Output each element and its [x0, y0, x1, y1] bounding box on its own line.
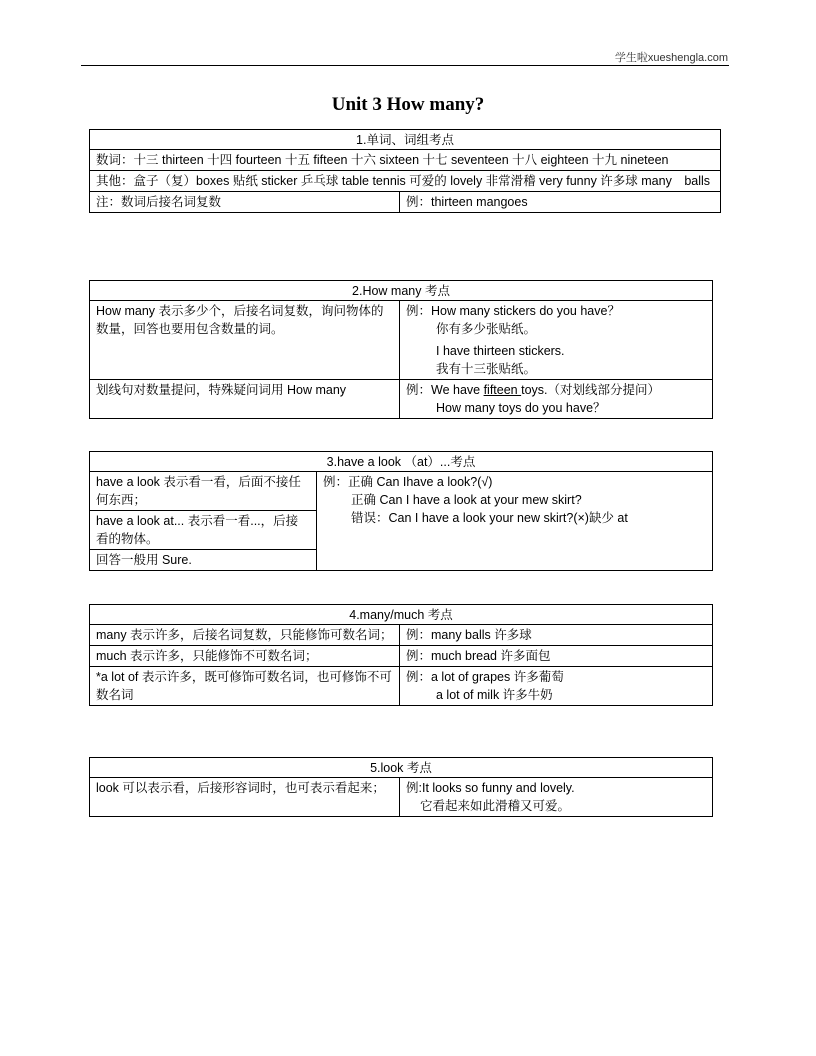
example-underlined: fifteen	[483, 383, 522, 397]
section4-heading: 4.many/much 考点	[90, 605, 713, 625]
section2-howmany-examples	[400, 301, 713, 380]
page-title: Unit 3 How many?	[331, 94, 485, 115]
section2-example2-cn: 我有十三张贴纸。	[436, 362, 537, 376]
section1-note-example: 例：thirteen mangoes	[400, 192, 721, 213]
section3-example2: 正确 Can I have a look at your mew skirt?	[351, 493, 582, 507]
section2-underline-example	[406, 381, 706, 399]
section1-heading: 1.单词、词组考点	[90, 130, 721, 150]
section4-alotof-example1: 例：a lot of grapes 许多葡萄	[406, 670, 564, 684]
section5-example1-cn: 它看起来如此滑稽又可爱。	[420, 799, 571, 813]
section3-row1-desc: have a look 表示看一看，后面不接任何东西；	[90, 472, 317, 511]
section3-example1: 例：正确 Can Ihave a look?(√)	[323, 475, 493, 489]
section3-table	[89, 451, 713, 571]
section4-many-example: 例：many balls 许多球	[400, 625, 713, 646]
section2-example1-cn: 你有多少张贴纸。	[436, 322, 537, 336]
section5-example1: 例:It looks so funny and lovely.	[406, 781, 575, 795]
section2-table	[89, 280, 713, 419]
section4-many-desc: many 表示许多，后接名词复数，只能修饰可数名词；	[90, 625, 400, 646]
section1-table	[89, 129, 721, 213]
header-divider	[81, 65, 729, 66]
section3-row3-desc: 回答一般用 Sure.	[90, 550, 317, 571]
section4-much-example: 例：much bread 许多面包	[400, 646, 713, 667]
section2-underline-answer: How many toys do you have？	[436, 401, 606, 415]
section4-much-desc: much 表示许多，只能修饰不可数名词；	[90, 646, 400, 667]
section4-alotof-desc: *a lot of 表示许多，既可修饰可数名词，也可修饰不可数名词	[90, 667, 400, 706]
section4-table	[89, 604, 713, 706]
example-prefix: 例：We have	[406, 383, 484, 397]
section3-example3: 错误：Can I have a look your new skirt?(×)缺少 at	[351, 511, 628, 525]
example-suffix: toys.（对划线部分提问）	[521, 383, 661, 397]
section5-heading: 5.look 考点	[90, 758, 713, 778]
section3-heading: 3.have a look （at）...考点	[90, 452, 713, 472]
section2-example2: I have thirteen stickers.	[436, 344, 565, 358]
section3-examples	[317, 472, 713, 571]
section1-note: 注：数词后接名词复数	[90, 192, 400, 213]
section1-others: 其他：盒子（复）boxes 贴纸 sticker 乒乓球 table tennis 可爱的 lovely 非常滑稽 very funny 许多球 many balls	[90, 171, 721, 192]
header-site: 学生啦xueshengla.com	[614, 52, 728, 64]
section2-example1: 例：How many stickers do you have？	[406, 304, 620, 318]
section2-underline-examples	[400, 380, 713, 419]
section4-alotof-examples	[400, 667, 713, 706]
section5-look-desc: look 可以表示看，后接形容词时，也可表示看起来；	[90, 778, 400, 817]
section2-underline-desc: 划线句对数量提问，特殊疑问词用 How many	[90, 380, 400, 419]
section4-alotof-example2: a lot of milk 许多牛奶	[436, 688, 553, 702]
section1-numbers: 数词：十三 thirteen 十四 fourteen 十五 fifteen 十六 sixteen 十七 seventeen 十八 eighteen 十九 nineteen	[90, 150, 721, 171]
section5-table	[89, 757, 713, 817]
section3-row2-desc: have a look at... 表示看一看...，后接看的物体。	[90, 511, 317, 550]
section2-howmany-desc: How many 表示多少个，后接名词复数，询问物体的数量，回答也要用包含数量的词。	[90, 301, 400, 380]
section5-look-examples	[400, 778, 713, 817]
section2-heading: 2.How many 考点	[90, 281, 713, 301]
